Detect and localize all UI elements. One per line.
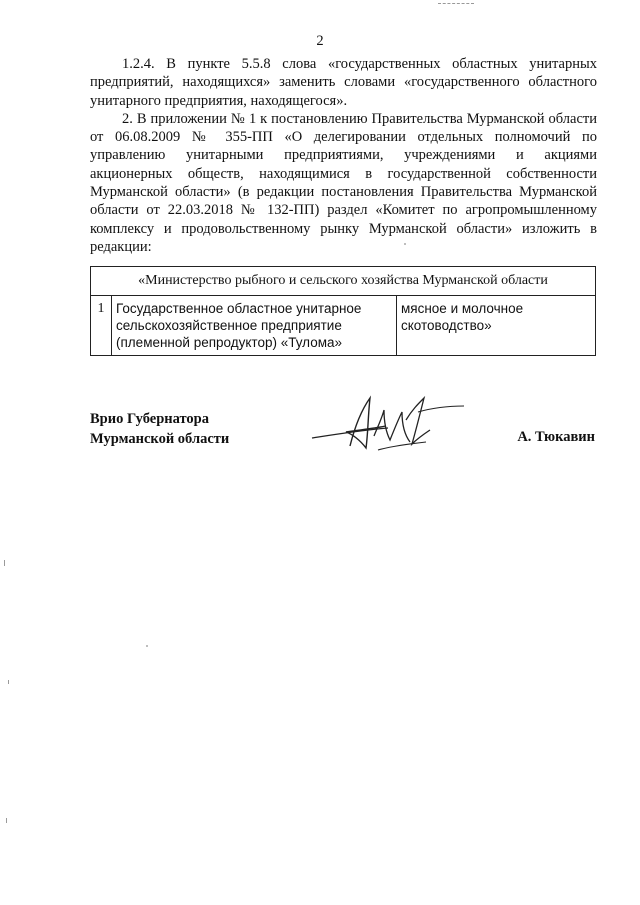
table-row (91, 296, 596, 356)
document-body (90, 55, 597, 256)
row-number-cell: 1 (91, 296, 112, 356)
amendment-table (90, 266, 596, 356)
scan-speck (6, 818, 7, 823)
scan-speck (8, 680, 9, 684)
paragraph-1-2-4: 1.2.4. В пункте 5.5.8 слова «государственных областных унитарных предприятий, находящихся» заменить словами «государственного областного унитарного предприятия, находящегося». (90, 56, 597, 109)
activity-cell: мясное и молочное скотоводство» (397, 296, 596, 356)
scan-edge-mark (438, 0, 474, 4)
handwritten-signature (308, 390, 468, 460)
page-number: 2 (316, 33, 324, 49)
table-header-row (91, 267, 596, 296)
position-line-2: Мурманской области (90, 431, 230, 447)
paragraph-2: 2. В приложении № 1 к постановлению Правительства Мурманской области от 06.08.2009 № 355-ПП «О делегировании отдельных полномочий по управлению унитарными предприятиями, учреждениями и акциями акционерных обществ, находящимися в государственной собственности Мурманской области» (в редакции постановления Правительства Мурманской области от 22.03.2018 № 132-ПП) раздел «Комитет по агропромышленному комплексу и продовольственному рынку Мурманской области» изложить в редакции: (90, 110, 597, 255)
enterprise-name-cell: Государственное областное унитарное сельскохозяйственное предприятие (племенной репродуктор) «Тулома» (112, 296, 397, 356)
scan-speck (404, 243, 406, 245)
scan-speck (4, 560, 5, 566)
scan-speck (146, 645, 148, 647)
signer-name: А. Тюкавин (517, 429, 595, 445)
position-line-1: Врио Губернатора (90, 411, 209, 427)
signatory-position (90, 409, 229, 449)
ministry-header-cell: «Министерство рыбного и сельского хозяйства Мурманской области (91, 267, 596, 296)
